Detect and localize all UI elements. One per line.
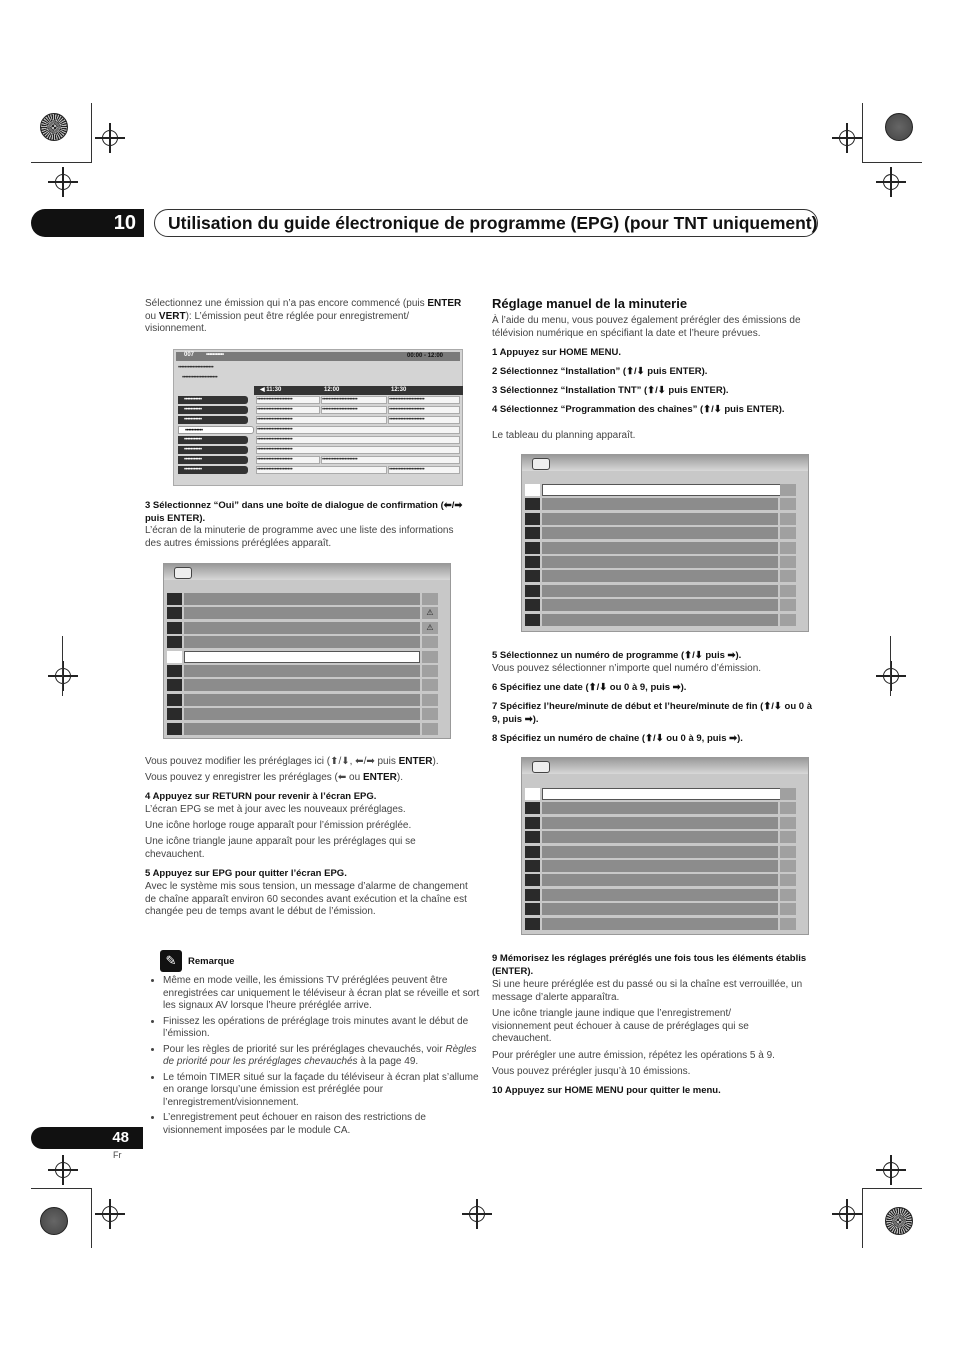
- section-heading: Réglage manuel de la minuterie: [492, 296, 688, 311]
- row-number-cell[interactable]: [167, 708, 182, 720]
- epg-program[interactable]: ••••••••••••••••••••••: [321, 456, 460, 464]
- row-field[interactable]: [184, 665, 420, 677]
- row-number-cell[interactable]: [525, 903, 540, 915]
- row-side-cell: [780, 874, 796, 886]
- epg-channel[interactable]: •••••••••••: [178, 436, 248, 444]
- row-field[interactable]: [184, 723, 420, 735]
- row-field[interactable]: [542, 903, 778, 915]
- note-item: • Même en mode veille, les émissions TV préréglées peuvent être enregistrées car uniquement le téléviseur à écran plat se réveille et sort les signaux AV lorsque l’heure préréglée arrive.: [163, 975, 481, 1013]
- row-field[interactable]: [542, 498, 778, 510]
- row-field[interactable]: [184, 636, 420, 648]
- registration-mark-icon: [95, 1199, 125, 1229]
- intro-paragraph: Sélectionnez une émission qui n’a pas encore commencé (puis ENTER ou VERT): L’émission peut être réglée pour enregistrement/ visionnement.: [145, 298, 462, 334]
- row-field[interactable]: [542, 817, 778, 829]
- menu-icon: [174, 567, 192, 579]
- row-side-cell: [780, 527, 796, 539]
- row-field[interactable]: [542, 513, 778, 525]
- language-code: Fr: [113, 1150, 122, 1160]
- row-number-cell[interactable]: [167, 679, 182, 691]
- row-number-cell[interactable]: [525, 817, 540, 829]
- menu-icon: [532, 458, 550, 470]
- left-step-3-title: 3 Sélectionnez “Oui” dans une boîte de dialogue de confirmation (⬅/➡ puis ENTER).: [145, 500, 463, 524]
- epg-time-header: 12:30: [388, 386, 463, 395]
- warning-icon: ⚠: [422, 622, 438, 634]
- left-step-5-body: Avec le système mis sous tension, un message d’alarme de changement de chaîne apparaît environ 60 secondes avant exécution et la chaîne est changée peu de temps avant le début de l’émission.: [145, 881, 468, 917]
- crop-line: [862, 1188, 922, 1189]
- row-number-cell[interactable]: [525, 802, 540, 814]
- registration-mark-icon: [876, 167, 906, 197]
- right-step-5-body: Vous pouvez sélectionner n’importe quel numéro d’émission.: [492, 663, 762, 674]
- note-item: • L’enregistrement peut échouer en raison des restrictions de visionnement imposées par le module CA.: [163, 1112, 481, 1137]
- crop-line: [91, 103, 92, 163]
- crop-line: [862, 103, 863, 163]
- epg-time-header: 12:00: [321, 386, 390, 395]
- right-intro: À l’aide du menu, vous pouvez également prérégler des émissions de télévision numérique en spécifiant la date et l’heure prévues.: [492, 315, 801, 339]
- left-step-4-title: 4 Appuyez sur RETURN pour revenir à l’écran EPG.: [145, 791, 377, 802]
- menu-icon: [532, 761, 550, 773]
- registration-mark-icon: [832, 1199, 862, 1229]
- row-field[interactable]: [184, 679, 420, 691]
- row-number-cell[interactable]: [525, 527, 540, 539]
- grey-disc-bottom-left: [40, 1207, 68, 1235]
- row-field[interactable]: [184, 651, 420, 663]
- row-side-cell: [780, 802, 796, 814]
- row-number-cell[interactable]: [525, 889, 540, 901]
- row-field[interactable]: [542, 831, 778, 843]
- row-side-cell: [780, 570, 796, 582]
- epg-program[interactable]: ••••••••••••••••••••••: [256, 446, 460, 454]
- row-side-cell: [422, 593, 438, 605]
- note-icon: ✎: [160, 950, 182, 972]
- row-number-cell[interactable]: [525, 585, 540, 597]
- row-side-cell: [780, 903, 796, 915]
- epg-channel[interactable]: •••••••••••: [178, 406, 248, 414]
- crop-line: [91, 1188, 92, 1248]
- row-field[interactable]: [542, 860, 778, 872]
- row-side-cell: [780, 614, 796, 626]
- row-number-cell[interactable]: [167, 622, 182, 634]
- row-field[interactable]: [184, 694, 420, 706]
- right-step-6: 6 Spécifiez une date (⬆/⬇ ou 0 à 9, puis ➡).: [492, 682, 687, 693]
- grey-disc-top-right: [885, 113, 913, 141]
- row-side-cell: [422, 694, 438, 706]
- row-number-cell[interactable]: [525, 874, 540, 886]
- row-number-cell[interactable]: [525, 542, 540, 554]
- row-number-cell[interactable]: [167, 636, 182, 648]
- crop-line: [62, 636, 63, 696]
- row-side-cell: [780, 484, 796, 496]
- screen-title-bar: [522, 455, 808, 471]
- right-step-2: 2 Sélectionnez “Installation” (⬆/⬇ puis ENTER).: [492, 366, 708, 377]
- epg-program[interactable]: ••••••••••••••••••••••: [256, 406, 320, 414]
- row-side-cell: [780, 788, 796, 800]
- row-number-cell[interactable]: [525, 846, 540, 858]
- epg-time-header: ◀ 11:30: [254, 386, 326, 395]
- epg-program[interactable]: ••••••••••••••••••••••: [256, 456, 320, 464]
- row-field[interactable]: [542, 570, 778, 582]
- right-step-1: 1 Appuyez sur HOME MENU.: [492, 347, 621, 358]
- row-field[interactable]: [542, 874, 778, 886]
- note-item: • Finissez les opérations de préréglage trois minutes avant le début de l’émission.: [163, 1016, 481, 1041]
- epg-program[interactable]: ••••••••••••••••••••••: [388, 416, 460, 424]
- row-side-cell: [780, 498, 796, 510]
- row-number-cell[interactable]: [167, 607, 182, 619]
- row-number-cell[interactable]: [167, 694, 182, 706]
- epg-channel[interactable]: •••••••••••: [178, 416, 248, 424]
- registration-mark-icon: [48, 167, 78, 197]
- row-number-cell[interactable]: [525, 498, 540, 510]
- screen-title-bar: [522, 758, 808, 774]
- right-step-8: 8 Spécifiez un numéro de chaîne (⬆/⬇ ou 0 à 9, puis ➡).: [492, 733, 743, 744]
- row-number-cell[interactable]: [525, 614, 540, 626]
- right-step-5-title: 5 Sélectionnez un numéro de programme (⬆/⬇ puis ➡).: [492, 650, 742, 661]
- row-side-cell: [780, 918, 796, 930]
- epg-program[interactable]: ••••••••••••••••••••••: [321, 406, 387, 414]
- row-field[interactable]: [184, 622, 420, 634]
- row-field[interactable]: [184, 607, 420, 619]
- registration-mark-icon: [876, 661, 906, 691]
- epg-program[interactable]: ••••••••••••••••••••••: [388, 396, 460, 404]
- left-step-4-p2: Une icône horloge rouge apparaît pour l’émission préréglée.: [145, 820, 412, 831]
- row-number-cell[interactable]: [167, 723, 182, 735]
- epg-program[interactable]: ••••••••••••••••••••••: [256, 426, 460, 434]
- row-field[interactable]: [542, 599, 778, 611]
- row-number-cell[interactable]: [167, 665, 182, 677]
- crop-line: [31, 1188, 91, 1189]
- right-step-10: 10 Appuyez sur HOME MENU pour quitter le menu.: [492, 1085, 721, 1096]
- row-field[interactable]: [542, 527, 778, 539]
- left-step-4-p1: L’écran EPG se met à jour avec les nouveaux préréglages.: [145, 804, 406, 815]
- row-field[interactable]: [542, 556, 778, 568]
- registration-mark-icon: [48, 661, 78, 691]
- row-side-cell: [422, 665, 438, 677]
- note-item: • Le témoin TIMER situé sur la façade du téléviseur à écran plat s’allume en orange lorsqu’une émission est préréglée pour l’enregistrement/visionnement.: [163, 1072, 481, 1110]
- right-step-9-title: 9 Mémorisez les réglages préréglés une fois tous les éléments établis (ENTER).: [492, 953, 807, 977]
- row-number-cell[interactable]: [525, 570, 540, 582]
- row-field[interactable]: [542, 889, 778, 901]
- right-step-9-p2: Une icône triangle jaune indique que l’enregistrement/ visionnement peut échouer à cause de préréglages qui se chevauchent.: [492, 1008, 749, 1044]
- epg-channel-selected[interactable]: •••••••••••: [178, 426, 254, 434]
- right-step-4: 4 Sélectionnez “Programmation des chaînes” (⬆/⬇ puis ENTER).: [492, 404, 785, 415]
- row-field[interactable]: [542, 802, 778, 814]
- epg-program[interactable]: ••••••••••••••••••••••: [388, 406, 460, 414]
- row-field[interactable]: [542, 484, 795, 496]
- save-presets-text: Vous pouvez y enregistrer les préréglages (⬅ ou ENTER).: [145, 772, 403, 783]
- note-item: • Pour les règles de priorité sur les préréglages chevauchés, voir Règles de priorité pour les préréglages chevauchés à la page 49.: [163, 1044, 481, 1069]
- chapter-number: 10: [31, 209, 144, 237]
- registration-mark-icon: [876, 1155, 906, 1185]
- row-side-cell: [780, 585, 796, 597]
- row-number-cell[interactable]: [525, 599, 540, 611]
- row-side-cell: [780, 556, 796, 568]
- left-step-5-title: 5 Appuyez sur EPG pour quitter l’écran EPG.: [145, 868, 347, 879]
- right-step-7: 7 Spécifiez l’heure/minute de début et l’heure/minute de fin (⬆/⬇ ou 0 à 9, puis ➡).: [492, 701, 812, 725]
- epg-top-bar: 007 •••••••••••: [176, 352, 460, 361]
- epg-info-line: ••••••••••••••••••••••: [182, 375, 218, 381]
- right-step-4-body: Le tableau du planning apparaît.: [492, 430, 636, 441]
- row-number-cell[interactable]: [525, 831, 540, 843]
- row-side-cell: [422, 679, 438, 691]
- row-number-cell[interactable]: [167, 593, 182, 605]
- row-side-cell: [422, 636, 438, 648]
- epg-screen: [173, 349, 463, 486]
- chapter-title: Utilisation du guide électronique de programme (EPG) (pour TNT uniquement): [154, 209, 818, 237]
- page-number: 48: [31, 1127, 143, 1149]
- row-side-cell: [780, 513, 796, 525]
- epg-time-range: 00:00 - 12:00: [407, 353, 444, 359]
- registration-mark-icon: [48, 1155, 78, 1185]
- row-side-cell: [780, 860, 796, 872]
- row-field[interactable]: [542, 542, 778, 554]
- row-field[interactable]: [542, 614, 778, 626]
- epg-program[interactable]: ••••••••••••••••••••••: [256, 396, 320, 404]
- modify-presets-text: Vous pouvez modifier les préréglages ici (⬆/⬇, ⬅/➡ puis ENTER).: [145, 756, 439, 767]
- registration-mark-icon: [95, 123, 125, 153]
- row-side-cell: [780, 817, 796, 829]
- row-side-cell: [780, 599, 796, 611]
- row-number-cell[interactable]: [525, 788, 540, 800]
- row-number-cell[interactable]: [167, 651, 182, 663]
- epg-program[interactable]: ••••••••••••••••••••••: [321, 396, 387, 404]
- warning-icon: ⚠: [422, 607, 438, 619]
- epg-info-line: ••••••••••••••••••••••: [178, 365, 214, 371]
- epg-program[interactable]: ••••••••••••••••••••••: [256, 436, 460, 444]
- row-field[interactable]: [184, 593, 420, 605]
- note-title: Remarque: [188, 956, 235, 967]
- row-side-cell: [780, 889, 796, 901]
- right-step-3: 3 Sélectionnez “Installation TNT” (⬆/⬇ puis ENTER).: [492, 385, 729, 396]
- epg-channel[interactable]: •••••••••••: [178, 466, 248, 474]
- row-number-cell[interactable]: [525, 860, 540, 872]
- row-field[interactable]: [542, 788, 795, 800]
- row-side-cell: [780, 846, 796, 858]
- left-step-3-body: L’écran de la minuterie de programme avec une liste des informations des autres émissions préréglées apparaît.: [145, 525, 454, 549]
- epg-program[interactable]: ••••••••••••••••••••••: [256, 466, 387, 474]
- color-bar-disc-bottom-right: [885, 1207, 913, 1235]
- epg-channel[interactable]: •••••••••••: [178, 446, 248, 454]
- epg-program[interactable]: ••••••••••••••••••••••: [388, 466, 460, 474]
- left-step-4-p3: Une icône triangle jaune apparaît pour les préréglages qui se chevauchent.: [145, 836, 416, 860]
- crop-line: [890, 636, 891, 696]
- epg-program[interactable]: ••••••••••••••••••••••: [256, 416, 387, 424]
- crop-line: [862, 162, 922, 163]
- row-field[interactable]: [542, 918, 778, 930]
- epg-channel[interactable]: •••••••••••: [178, 396, 248, 404]
- row-side-cell: [422, 651, 438, 663]
- crop-line: [862, 1188, 863, 1248]
- row-side-cell: [780, 542, 796, 554]
- epg-channel[interactable]: •••••••••••: [178, 456, 248, 464]
- color-bar-disc-top-left: [40, 113, 68, 141]
- row-side-cell: [422, 723, 438, 735]
- screen-title-bar: [164, 564, 450, 580]
- registration-mark-icon: [462, 1199, 492, 1229]
- row-field[interactable]: [542, 846, 778, 858]
- right-step-9-p4: Vous pouvez prérégler jusqu’à 10 émissions.: [492, 1066, 691, 1077]
- row-number-cell[interactable]: [525, 513, 540, 525]
- right-step-9-p1: Si une heure préréglée est du passé ou si la chaîne est verrouillée, un message d’alerte apparaîtra.: [492, 979, 803, 1003]
- row-field[interactable]: [184, 708, 420, 720]
- row-number-cell[interactable]: [525, 484, 540, 496]
- row-number-cell[interactable]: [525, 918, 540, 930]
- row-side-cell: [422, 708, 438, 720]
- notes-list: [152, 975, 481, 1140]
- registration-mark-icon: [832, 123, 862, 153]
- row-side-cell: [780, 831, 796, 843]
- row-number-cell[interactable]: [525, 556, 540, 568]
- right-step-9-p3: Pour prérégler une autre émission, répétez les opérations 5 à 9.: [492, 1050, 775, 1061]
- crop-line: [31, 162, 91, 163]
- row-field[interactable]: [542, 585, 778, 597]
